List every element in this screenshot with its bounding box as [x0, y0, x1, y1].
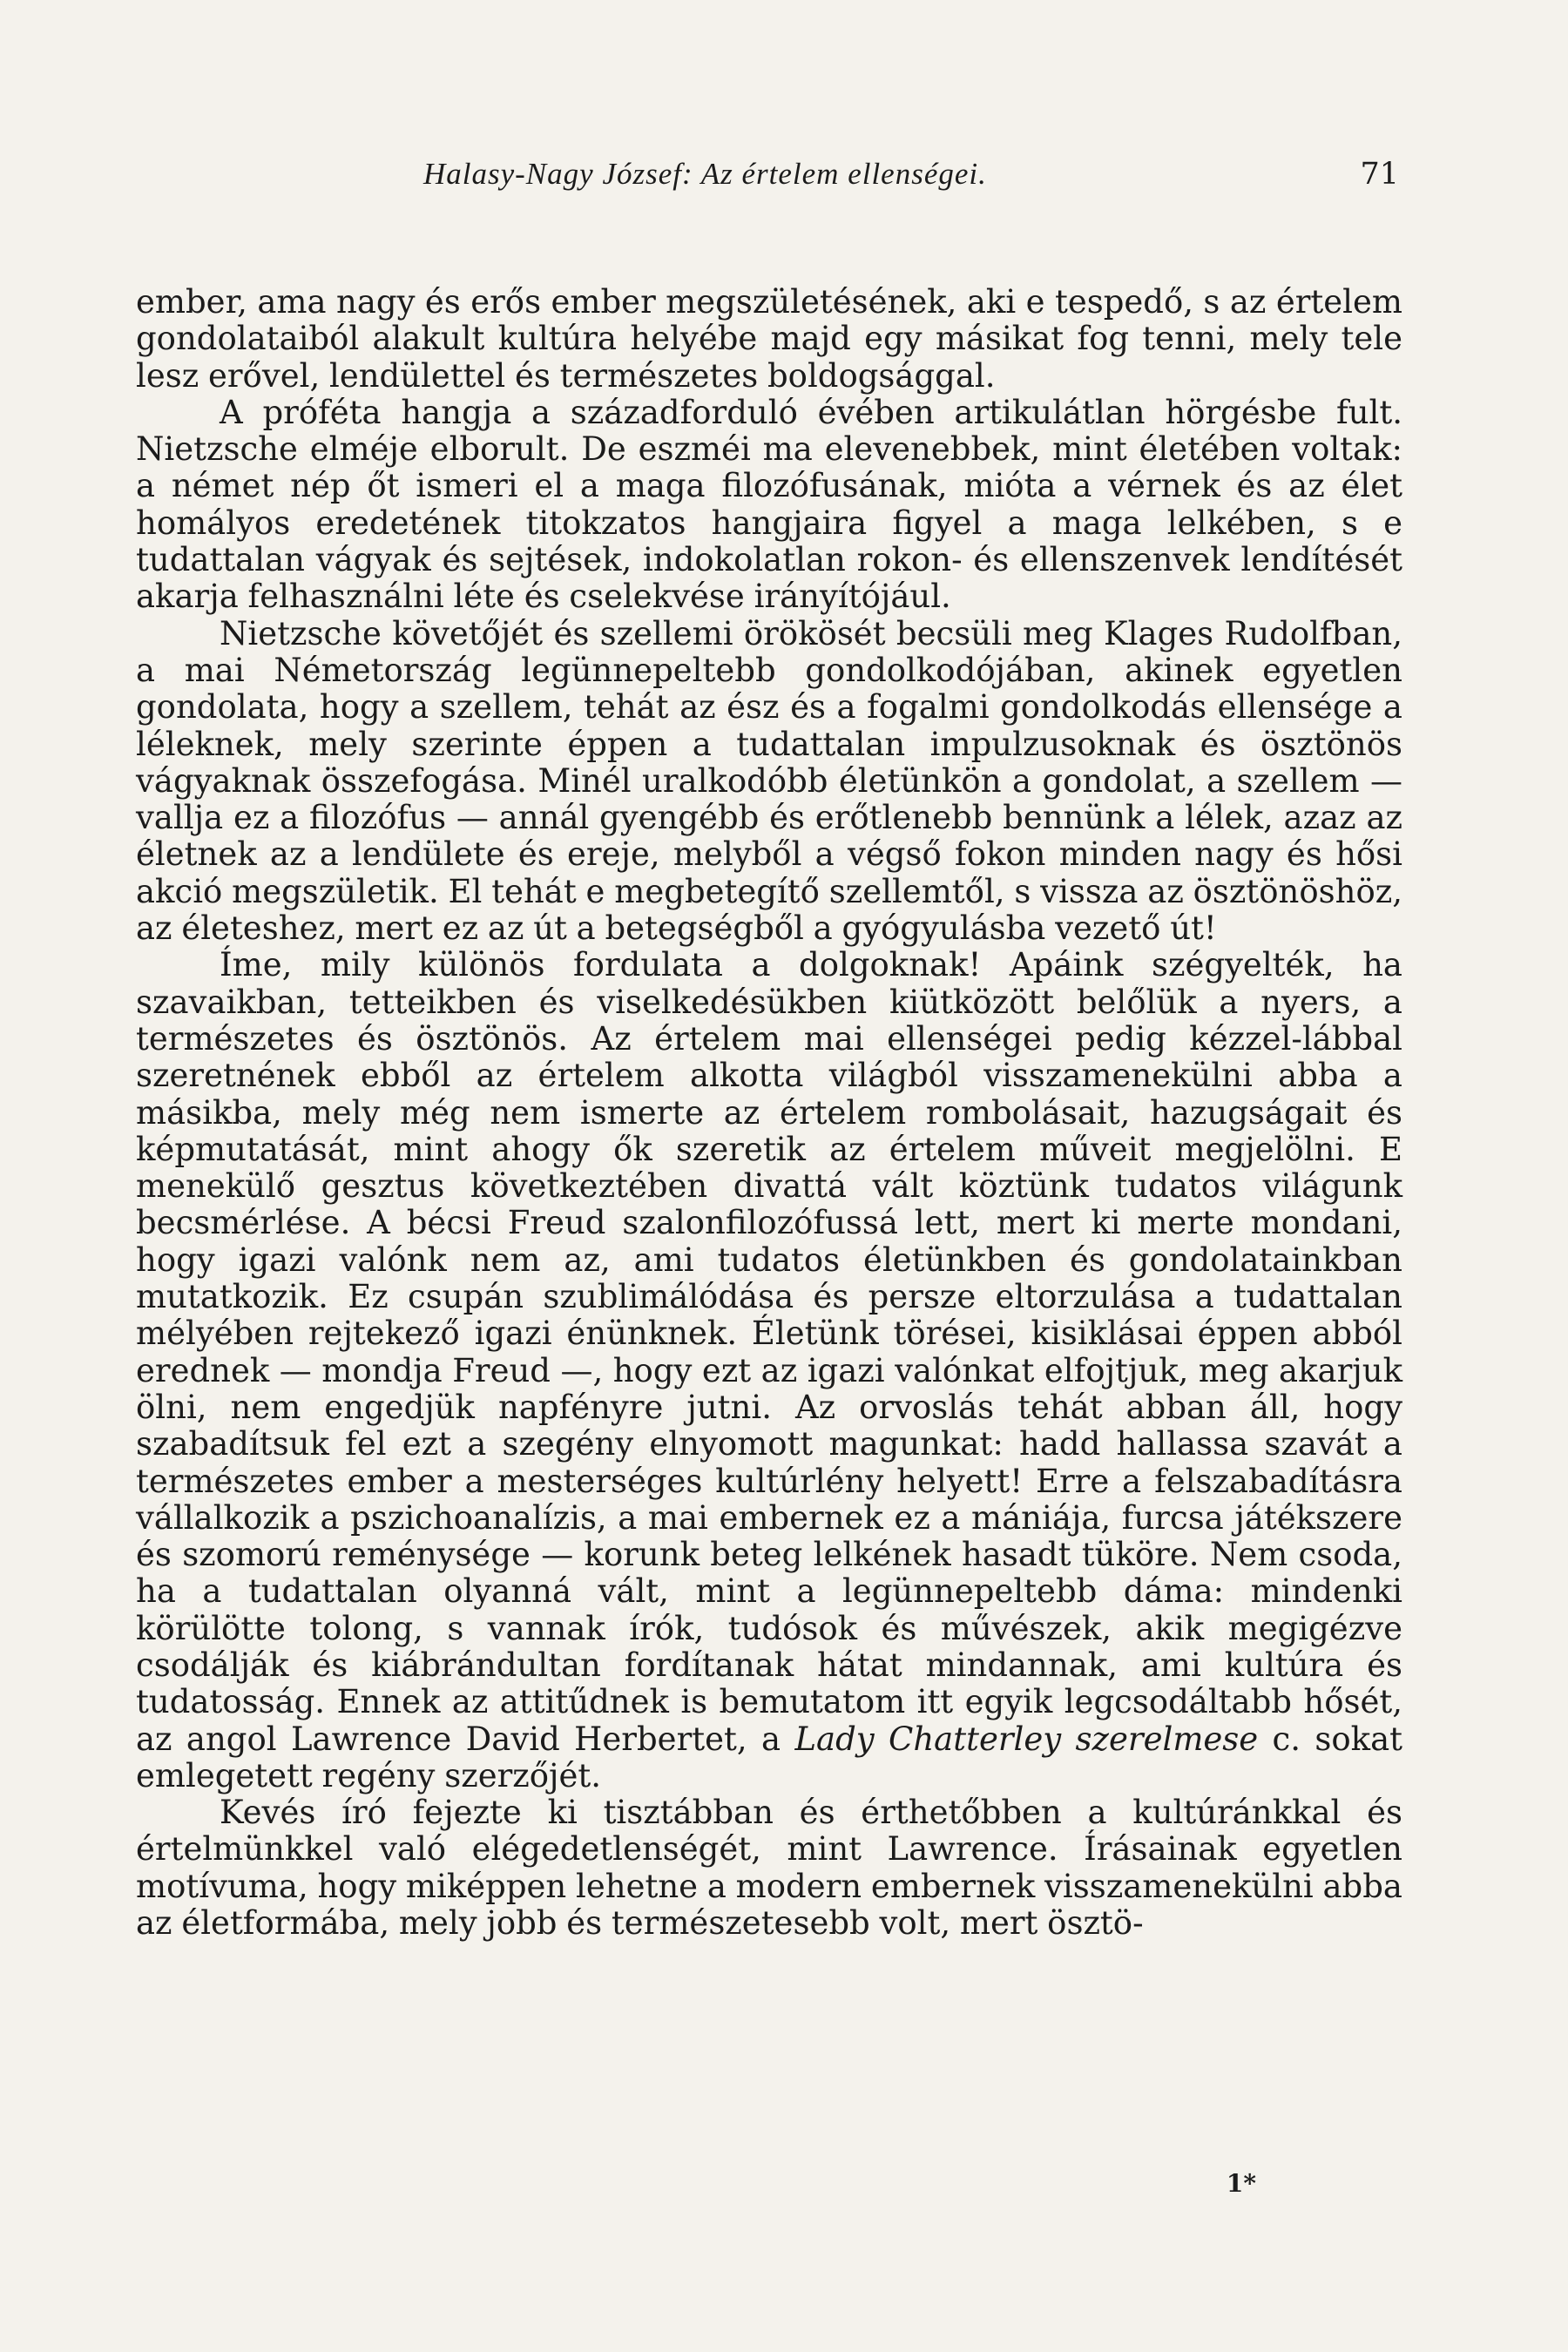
paragraph-2: A próféta hangja a századforduló évében artikulátlan hörgésbe fult. Nietzsche elméje elborult. De eszméi ma elevenebbek, mint életében voltak: a német nép őt ismeri el a maga filozófusának, mióta a vérnek és az élet homályos eredetének titokzatos hangjaira figyel a maga lelkében, s e tudattalan vágyak és sejtések, indokolatlan rokon- és ellenszenvek lendítését akarja felhasználni léte és cselekvése irányítójául.	[136, 393, 1402, 616]
printer-signature-mark: 1*	[1226, 2169, 1256, 2198]
body-text	[136, 284, 1402, 1942]
header-title: Halasy-Nagy József: Az értelem ellenségei.	[423, 157, 987, 191]
paragraph-4-end: c. sokat emlegetett regény szerzőjét.	[136, 1720, 1402, 1794]
paragraph-4-text: Íme, mily különös fordulata a dolgoknak! Apáink szégyelték, ha szavaikban, tetteikben és viselkedésükben kiütközött belőlük a nyers, a természetes és ösztönös. Az értelem mai ellenségei pedig kézzel-lábbal szeretnének ebből az értelem alkotta világból visszamenekülni abba a másikba, mely még nem ismerte az értelem rombolásait, hazugságait és képmutatását, mint ahogy ők szeretik az értelem műveit megjelölni. E menekülő gesztus következtében divattá vált köztünk tudatos világunk becsmérlése. A bécsi Freud szalonfilozófussá lett, mert ki merte mondani, hogy igazi valónk nem az, ami tudatos életünkben és gondolatainkban mutatkozik. Ez csupán szublimálódása és persze eltorzulása a tudattalan mélyében rejtekező igazi énünknek. Életünk törései, kisiklásai éppen abból erednek — mondja Freud —, hogy ezt az igazi valónkat elfojtjuk, meg akarjuk ölni, nem engedjük napfényre jutni. Az orvoslás tehát abban áll, hogy szabadítsuk fel ezt a szegény elnyomott magunkat: hadd hallassa szavát a természetes ember a mesterséges kultúrlény helyett! Erre a felszabadításra vállalkozik a pszichoanalízis, a mai embernek ez a mániája, furcsa játékszere és szomorú reménysége — korunk beteg lelkének hasadt tüköre. Nem csoda, ha a tudattalan olyanná vált, mint a legünnepeltebb dáma: mindenki körülötte tolong, s vannak írók, tudósok és művészek, akik megigézve csodálják és kiábrándultan fordítanak hátat mindannak, ami kultúra és tudatosság. Ennek az attitűdnek is bemutatom itt egyik legcsodáltabb hősét, az angol Lawrence David Herbertet, a	[136, 946, 1402, 1758]
page-number: 71	[1360, 157, 1399, 192]
paragraph-4	[136, 947, 1402, 1794]
book-title: Lady Chatterley szerelmese	[794, 1720, 1259, 1758]
paragraph-3: Nietzsche követőjét és szellemi örökösét becsüli meg Klages Rudolfban, a mai Németország legünnepeltebb gondolkodójában, akinek egyetlen gondolata, hogy a szellem, tehát az ész és a fogalmi gondolkodás ellensége a léleknek, mely szerinte éppen a tudattalan impulzusoknak és ösztönös vágyaknak összefogása. Minél uralkodóbb életünkön a gondolat, a szellem — vallja ez a filozófus — annál gyengébb és erőtlenebb bennünk a lélek, azaz az életnek az a lendülete és ereje, melyből a végső fokon minden nagy és hősi akció megszületik. El tehát e megbetegítő szellemtől, s vissza az ösztönöshöz, az életeshez, mert ez az út a betegségből a gyógyulásba vezető út!	[136, 614, 1402, 948]
paragraph-1: ember, ama nagy és erős ember megszületésének, aki e tespedő, s az értelem gondolataiból alakult kultúra helyébe majd egy másikat fog tenni, mely tele lesz erővel, lendülettel és természetes boldogsággal.	[136, 283, 1402, 395]
paragraph-5: Kevés író fejezte ki tisztábban és érthetőbben a kultúránkkal és értelmünkkel való elégedetlenségét, mint Lawrence. Írásainak egyetlen motívuma, hogy miképpen lehetne a modern embernek visszamenekülni abba az életformába, mely jobb és természetesebb volt, mert ösztö-	[136, 1794, 1402, 1943]
running-header	[136, 157, 1399, 209]
